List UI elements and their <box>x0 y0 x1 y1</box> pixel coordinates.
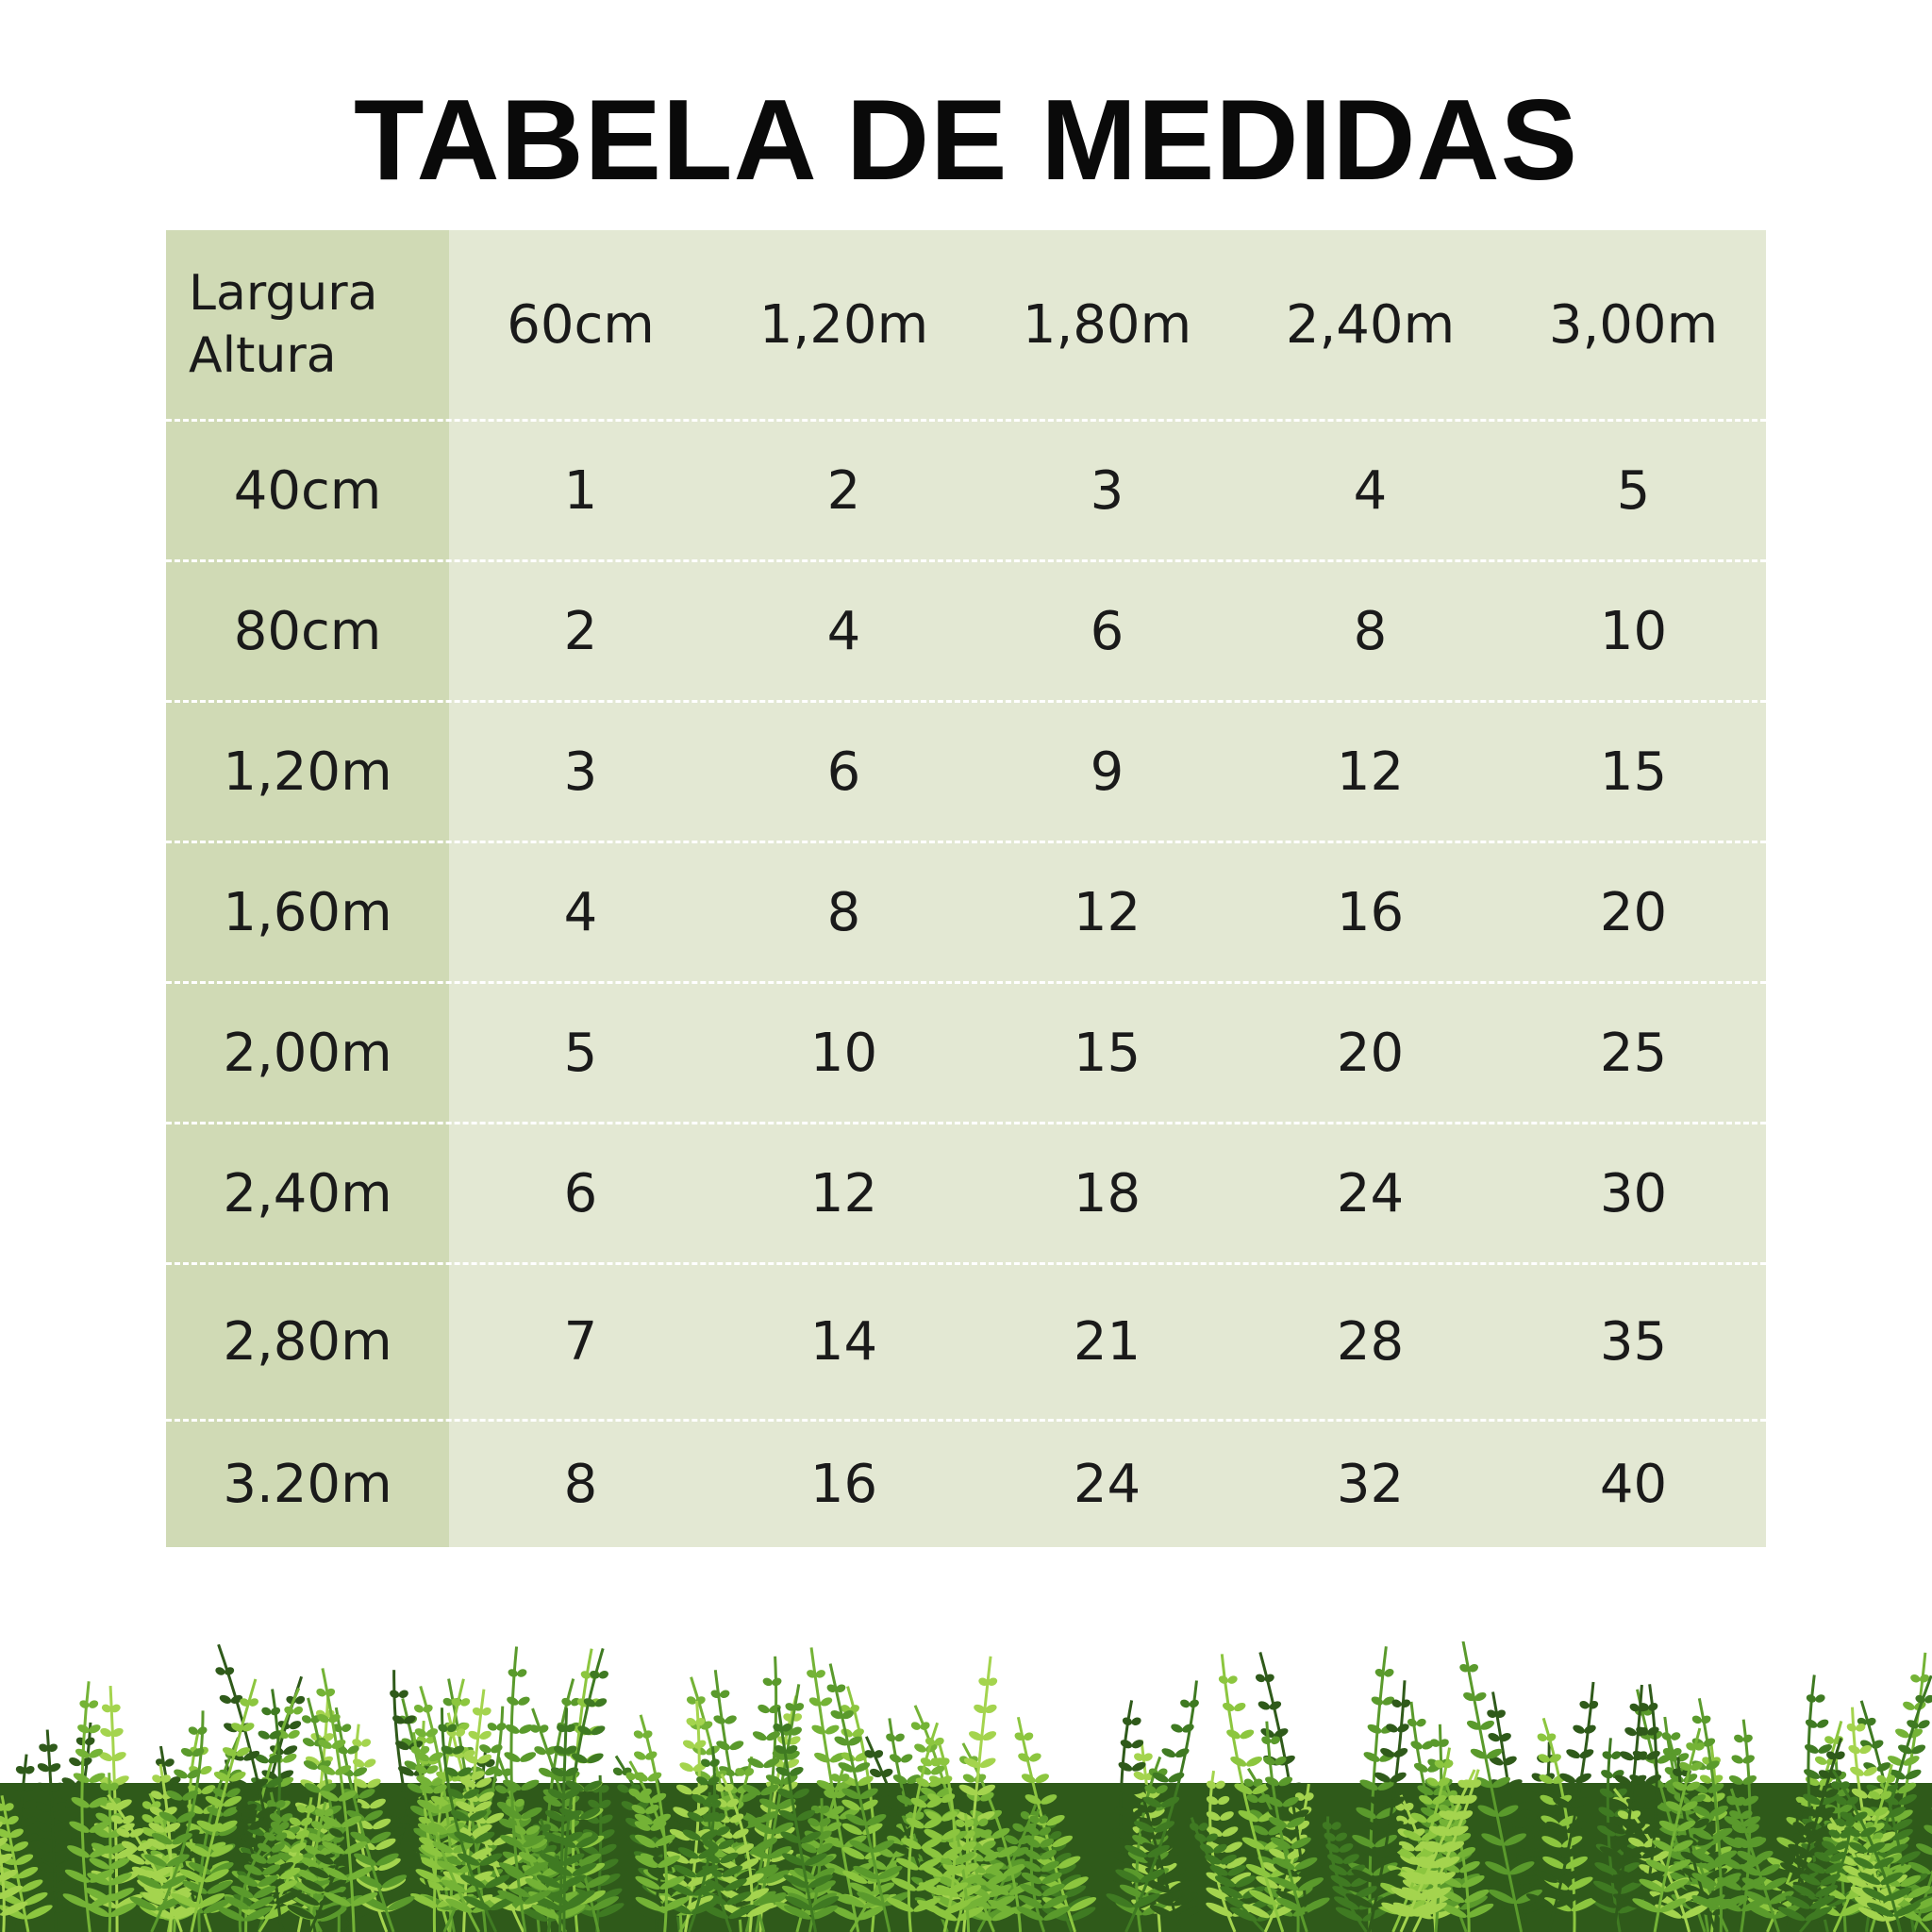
table-cell: 3 <box>1090 459 1124 522</box>
width-label: Largura <box>189 265 378 322</box>
table-cell: 21 <box>1073 1311 1141 1373</box>
table-cell: 6 <box>1090 600 1124 662</box>
table-cell: 30 <box>1599 1162 1668 1224</box>
table-cell: 3 <box>563 741 598 803</box>
table-cell: 10 <box>809 1022 878 1084</box>
row-header: 40cm <box>233 459 382 522</box>
table-cell: 5 <box>563 1022 598 1084</box>
page-title: TABELA DE MEDIDAS <box>354 75 1578 204</box>
table-cell: 8 <box>563 1454 598 1515</box>
table-header-row <box>166 230 1766 419</box>
table-cell: 15 <box>1599 741 1668 803</box>
table-cell: 28 <box>1336 1311 1405 1373</box>
table-cell: 6 <box>563 1162 598 1224</box>
table-row <box>166 419 1766 559</box>
table-cell: 5 <box>1616 459 1651 522</box>
table-cell: 1 <box>563 459 598 522</box>
measurements-table <box>166 230 1766 1547</box>
column-header: 2,40m <box>1285 293 1456 356</box>
table-cell: 8 <box>826 881 861 943</box>
table-cell: 6 <box>826 741 861 803</box>
table-cell: 2 <box>563 600 598 662</box>
table-cell: 12 <box>809 1162 878 1224</box>
row-header: 2,00m <box>223 1022 392 1084</box>
table-row <box>166 700 1766 841</box>
table-row <box>166 1419 1766 1547</box>
row-header: 2,40m <box>223 1162 392 1224</box>
height-label: Altura <box>189 327 337 384</box>
table-cell: 35 <box>1599 1311 1668 1373</box>
table-cell: 4 <box>826 600 861 662</box>
table-row <box>166 1262 1766 1419</box>
column-header: 3,00m <box>1548 293 1719 356</box>
table-row <box>166 981 1766 1122</box>
table-cell: 10 <box>1599 600 1668 662</box>
row-header: 1,20m <box>223 741 392 803</box>
table-cell: 16 <box>1336 881 1405 943</box>
table-cell: 15 <box>1073 1022 1141 1084</box>
table-cell: 20 <box>1599 881 1668 943</box>
table-cell: 8 <box>1353 600 1388 662</box>
table-cell: 24 <box>1073 1454 1141 1515</box>
table-cell: 2 <box>826 459 861 522</box>
table-cell: 7 <box>563 1311 598 1373</box>
table-cell: 24 <box>1336 1162 1405 1224</box>
table-cell: 32 <box>1336 1454 1405 1515</box>
row-header: 3.20m <box>223 1454 392 1515</box>
table-cell: 25 <box>1599 1022 1668 1084</box>
table-cell: 40 <box>1599 1454 1668 1515</box>
table-row <box>166 1122 1766 1262</box>
table-cell: 20 <box>1336 1022 1405 1084</box>
row-header: 1,60m <box>223 881 392 943</box>
table-cell: 9 <box>1090 741 1124 803</box>
fern-foliage-image <box>0 1641 1932 1932</box>
table-cell: 4 <box>1353 459 1388 522</box>
table-row <box>166 841 1766 981</box>
column-header: 1,20m <box>758 293 929 356</box>
corner-header <box>166 262 449 387</box>
row-header: 2,80m <box>223 1311 392 1373</box>
table-cell: 12 <box>1073 881 1141 943</box>
table-row <box>166 559 1766 700</box>
table-cell: 18 <box>1073 1162 1141 1224</box>
table-cell: 16 <box>809 1454 878 1515</box>
table-cell: 14 <box>809 1311 878 1373</box>
column-header: 1,80m <box>1022 293 1192 356</box>
column-header: 60cm <box>507 293 655 356</box>
table-cell: 12 <box>1336 741 1405 803</box>
row-header: 80cm <box>233 600 382 662</box>
table-cell: 4 <box>563 881 598 943</box>
